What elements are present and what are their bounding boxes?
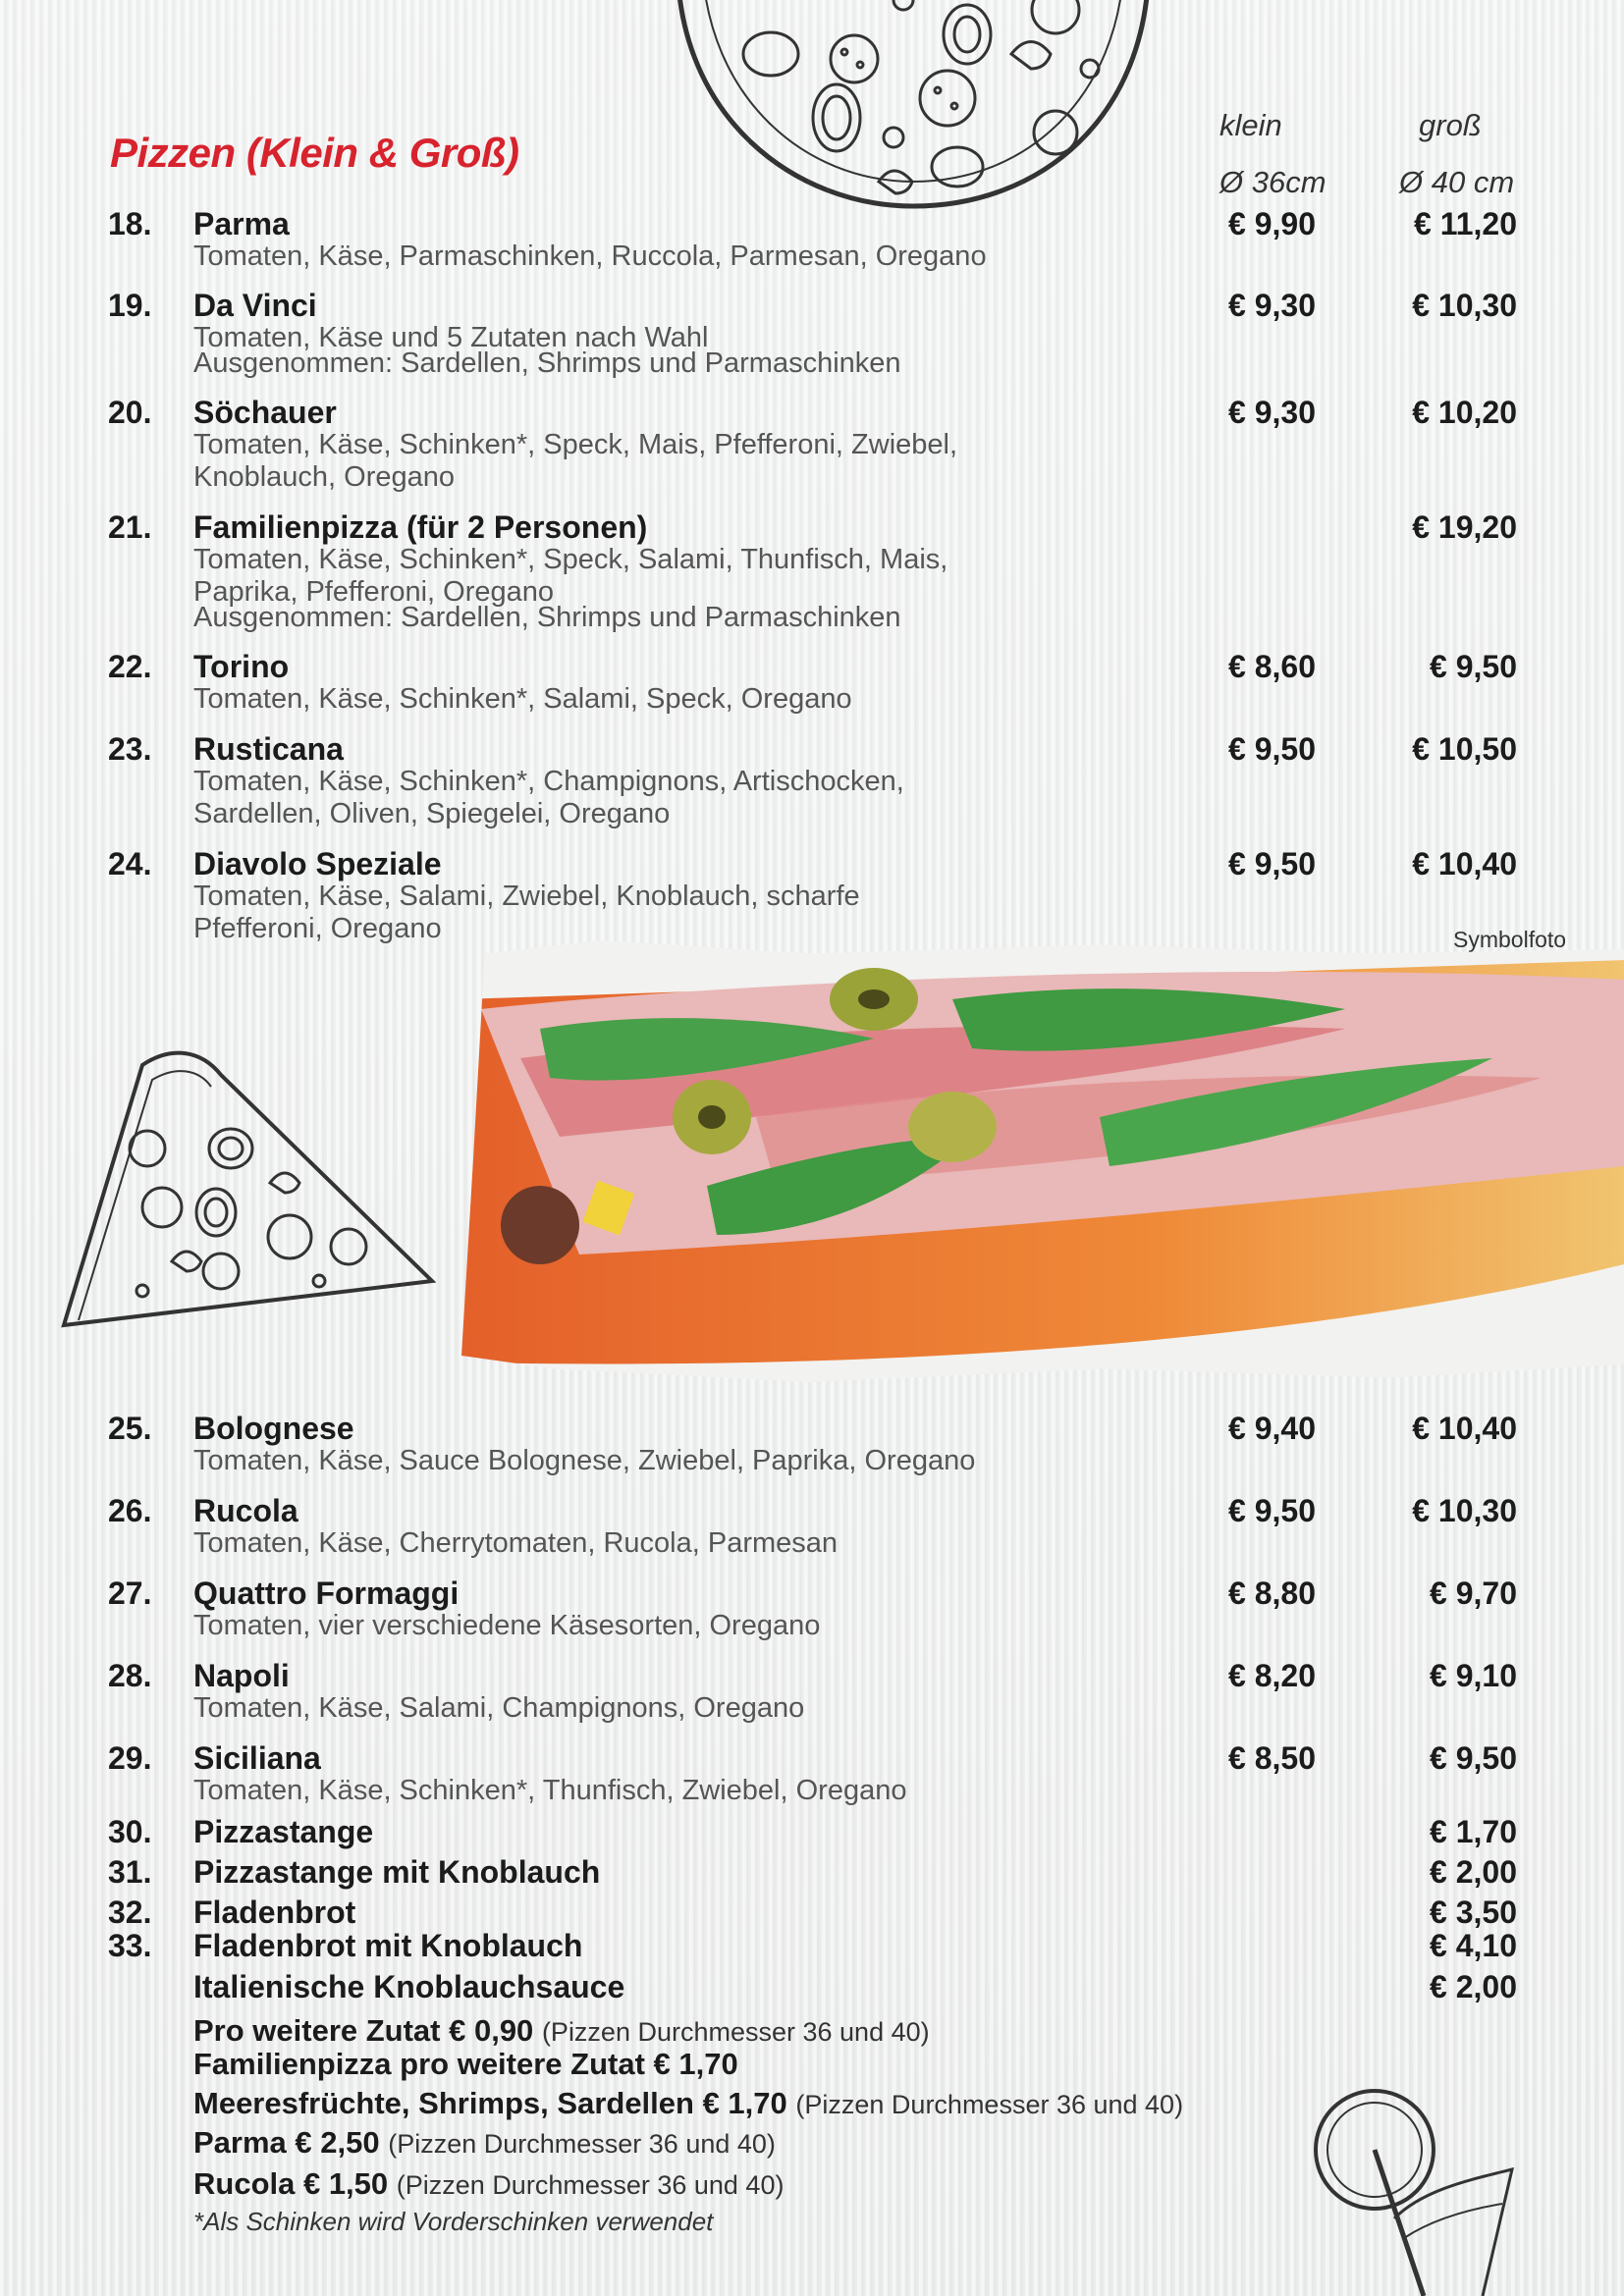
- item-number: 27.: [108, 1575, 152, 1611]
- item-number: 21.: [108, 509, 152, 545]
- column-small-label: klein: [1219, 108, 1282, 142]
- price-large: € 9,50: [1430, 1740, 1517, 1776]
- extra-topping-note: (Pizzen Durchmesser 36 und 40): [795, 2090, 1184, 2119]
- extra-topping-note: (Pizzen Durchmesser 36 und 40): [388, 2129, 776, 2159]
- item-name: Familienpizza (für 2 Personen): [193, 509, 648, 545]
- item-name: Da Vinci: [193, 288, 317, 323]
- item-description: Paprika, Pfefferoni, Oregano: [193, 576, 555, 608]
- price-large: € 10,30: [1412, 1493, 1517, 1528]
- item-description: Ausgenommen: Sardellen, Shrimps und Parmaschinken: [193, 602, 901, 633]
- item-name: Torino: [193, 649, 290, 684]
- pizza-cutter-sketch-icon: [1276, 2071, 1532, 2296]
- item-name: Siciliana: [193, 1740, 321, 1776]
- extra-topping-text: Familienpizza pro weitere Zutat € 1,70: [193, 2047, 738, 2081]
- item-number: 22.: [108, 649, 152, 684]
- price-large: € 4,10: [1430, 1928, 1517, 1963]
- price-large: € 1,70: [1430, 1814, 1517, 1849]
- price-large: € 10,50: [1412, 731, 1517, 767]
- item-name: Rusticana: [193, 731, 344, 767]
- item-description: Tomaten, Käse, Schinken*, Speck, Salami, Thunfisch, Mais,: [193, 544, 948, 575]
- item-name: Fladenbrot mit Knoblauch: [193, 1928, 583, 1963]
- item-number: 31.: [108, 1854, 152, 1890]
- extra-topping-text: Rucola € 1,50: [193, 2166, 389, 2201]
- item-name: Diavolo Speziale: [193, 846, 442, 881]
- price-large: € 10,40: [1412, 1411, 1517, 1446]
- column-small-size: Ø 36cm: [1219, 165, 1326, 199]
- item-description: Tomaten, Käse, Salami, Zwiebel, Knoblauch, scharfe: [193, 881, 860, 912]
- price-small: € 9,50: [1228, 1493, 1316, 1528]
- item-number: 20.: [108, 395, 152, 430]
- item-number: 18.: [108, 206, 152, 241]
- item-name: Bolognese: [193, 1411, 354, 1446]
- item-description: Pfefferoni, Oregano: [193, 913, 442, 944]
- item-number: 28.: [108, 1658, 152, 1693]
- price-small: € 8,60: [1228, 649, 1316, 684]
- item-number: 32.: [108, 1895, 152, 1930]
- item-description: Tomaten, Käse, Schinken*, Thunfisch, Zwiebel, Oregano: [193, 1775, 907, 1806]
- price-large: € 10,30: [1412, 288, 1517, 323]
- item-description: Ausgenommen: Sardellen, Shrimps und Parmaschinken: [193, 347, 901, 379]
- item-number: 19.: [108, 288, 152, 323]
- item-name: Pizzastange mit Knoblauch: [193, 1854, 601, 1890]
- price-large: € 3,50: [1430, 1895, 1517, 1930]
- price-large: € 9,10: [1430, 1658, 1517, 1693]
- item-description: Tomaten, Käse, Salami, Champignons, Oregano: [193, 1692, 805, 1724]
- item-name: Fladenbrot: [193, 1895, 356, 1930]
- price-large: € 9,50: [1430, 649, 1517, 684]
- item-description: Tomaten, vier verschiedene Käsesorten, Oregano: [193, 1610, 821, 1641]
- item-name: Rucola: [193, 1493, 298, 1528]
- price-small: € 8,80: [1228, 1575, 1316, 1611]
- price-large: € 11,20: [1414, 206, 1517, 241]
- pizza-sketch-icon: [658, 0, 1168, 236]
- extra-topping-text: Parma € 2,50: [193, 2125, 380, 2160]
- item-number: 30.: [108, 1814, 152, 1849]
- extra-topping-line: [193, 2013, 930, 2049]
- extra-topping-text: Meeresfrüchte, Shrimps, Sardellen € 1,70: [193, 2086, 787, 2120]
- price-small: € 9,50: [1228, 731, 1316, 767]
- extra-topping-line: [193, 2166, 784, 2202]
- item-description: Tomaten, Käse, Schinken*, Salami, Speck, Oregano: [193, 683, 852, 715]
- price-small: € 8,50: [1228, 1740, 1316, 1776]
- price-small: € 9,50: [1228, 846, 1316, 881]
- item-number: 33.: [108, 1928, 152, 1963]
- price-large: € 2,00: [1430, 1854, 1517, 1890]
- item-description: Tomaten, Käse und 5 Zutaten nach Wahl: [193, 322, 709, 353]
- extra-topping-line: [193, 2125, 776, 2161]
- item-description: Tomaten, Käse, Sauce Bolognese, Zwiebel, Paprika, Oregano: [193, 1445, 976, 1476]
- item-description: Tomaten, Käse, Parmaschinken, Ruccola, Parmesan, Oregano: [193, 240, 987, 272]
- item-name: Quattro Formaggi: [193, 1575, 460, 1611]
- extra-topping-line: [193, 2086, 1183, 2121]
- extra-topping-note: (Pizzen Durchmesser 36 und 40): [541, 2017, 930, 2047]
- item-name: Italienische Knoblauchsauce: [193, 1969, 625, 2004]
- photo-caption: Symbolfoto: [1453, 927, 1567, 952]
- item-number: 24.: [108, 846, 152, 881]
- extra-topping-line: [193, 2047, 738, 2082]
- item-description: Sardellen, Oliven, Spiegelei, Oregano: [193, 798, 671, 829]
- column-large-size: Ø 40 cm: [1399, 165, 1515, 199]
- extra-topping-note: (Pizzen Durchmesser 36 und 40): [396, 2170, 785, 2200]
- item-name: Parma: [193, 206, 290, 241]
- pizza-slice-sketch-icon: [54, 1036, 442, 1340]
- price-small: € 9,40: [1228, 1411, 1316, 1446]
- price-large: € 10,20: [1412, 395, 1517, 430]
- price-small: € 9,30: [1228, 395, 1316, 430]
- extra-topping-text: Pro weitere Zutat € 0,90: [193, 2013, 534, 2048]
- item-description: Tomaten, Käse, Cherrytomaten, Rucola, Parmesan: [193, 1527, 839, 1559]
- price-small: € 8,20: [1228, 1658, 1316, 1693]
- item-number: 25.: [108, 1411, 152, 1446]
- item-description: Tomaten, Käse, Schinken*, Champignons, Artischocken,: [193, 766, 904, 797]
- price-large: € 2,00: [1430, 1969, 1517, 2004]
- item-number: 26.: [108, 1493, 152, 1528]
- price-large: € 10,40: [1412, 846, 1517, 881]
- item-name: Söchauer: [193, 395, 337, 430]
- footnote: *Als Schinken wird Vorderschinken verwendet: [193, 2207, 714, 2236]
- price-large: € 9,70: [1430, 1575, 1517, 1611]
- item-name: Napoli: [193, 1658, 290, 1693]
- item-number: 23.: [108, 731, 152, 767]
- pizza-photo: [461, 940, 1624, 1382]
- section-title: Pizzen (Klein & Groß): [110, 130, 519, 176]
- item-description: Tomaten, Käse, Schinken*, Speck, Mais, Pfefferoni, Zwiebel,: [193, 429, 958, 460]
- price-large: € 19,20: [1412, 509, 1517, 545]
- price-small: € 9,30: [1228, 288, 1316, 323]
- price-small: € 9,90: [1228, 206, 1316, 241]
- item-name: Pizzastange: [193, 1814, 374, 1849]
- item-description: Knoblauch, Oregano: [193, 461, 456, 493]
- item-number: 29.: [108, 1740, 152, 1776]
- column-large-label: groß: [1419, 108, 1482, 142]
